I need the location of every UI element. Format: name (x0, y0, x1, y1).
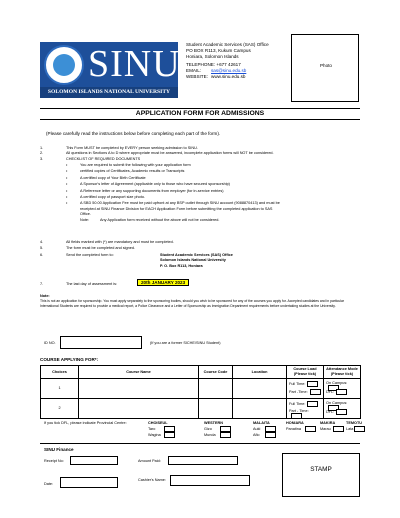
header-course-load: Course Load (Please tick) (287, 366, 324, 379)
photo-label: Photo (319, 63, 332, 68)
id-hint: (If you are a former SICHE/SINU Student) (150, 341, 221, 345)
panatina-checkbox[interactable] (305, 426, 316, 432)
location-cell[interactable] (233, 399, 287, 419)
centre-malaita: MALAITA Auki Afio (253, 421, 276, 438)
centre-choiseul: CHOISEUL Taro Wagina (148, 421, 175, 438)
send-to-address: Student Academic Services (SAS) Office Solomon Islands National University P. O. Box R113, Honiara (160, 252, 233, 268)
stamp-box: STAMP (282, 453, 360, 497)
wagina-checkbox[interactable] (164, 432, 175, 438)
header-choices: Choices (41, 366, 79, 379)
last-day-line: 7. The last day of assessment is: (40, 282, 118, 286)
header-course-code: Course Code (199, 366, 233, 379)
date-input[interactable] (60, 477, 118, 488)
dfl-checkbox[interactable] (336, 389, 347, 395)
centre-temotu: TEMOTU Lata (346, 421, 365, 432)
course-code-cell[interactable] (199, 379, 233, 399)
photo-box[interactable] (291, 34, 359, 102)
part-time-checkbox[interactable] (291, 413, 302, 419)
centre-makira: MAKIRA Marau (320, 421, 344, 432)
university-seal-icon (44, 45, 84, 85)
receipt-input[interactable] (70, 456, 118, 465)
id-input[interactable] (60, 336, 142, 349)
location-cell[interactable] (233, 379, 287, 399)
centre-western: WESTERN Gizo Munda (204, 421, 231, 438)
instructions-list: 1. This Form MUST be completed by EVERY person seeking admission to SINU. 2. All questions in Sections A to D where appropriate must be answered, incomplete application forms will NOT be considered. 3. CHECKLIST OF REQUIRED DOCUMENTS (40, 146, 274, 161)
header-location: Location (233, 366, 287, 379)
course-heading: COURSE APPLYING FOR*: (40, 357, 99, 362)
finance-divider (40, 443, 360, 444)
checklist: • You are required to submit the following with your application form • certified copies of Certificates, Academic results or Transcripts • A certified copy of Your Birth Certificate • A Sponsor's letter of Agreement (applicable only to those who have secured sponsorship) • A Reference letter or any supporting documents from employer (for in-service entries) • A certified copy of passport size photo. • A SBD 50.00 Application Fee must be paid upfront at any BSP outlet through SINU account (9088870413) and must be receipted at SINU Finance Division for EACH Application Form before submitting the completed application to SAS Office. Note: Any Application form received without the above will not be considered. (66, 163, 280, 223)
course-load-cell: Full Time: Part -Time: (287, 379, 324, 399)
afio-checkbox[interactable] (265, 432, 276, 438)
instructions-list-2: 4. All fields marked with (*) are mandatory and must be completed. 5. The form must be completed and signed. 6. Send the completed form to: (40, 240, 174, 257)
date-label: Date: (44, 482, 54, 486)
receipt-label: Receipt No: (44, 459, 64, 463)
website-line: WEBSITE: www.sinu.edu.sb (186, 74, 246, 79)
logo-wordmark: SINU (88, 43, 181, 85)
munda-checkbox[interactable] (220, 432, 231, 438)
telephone-line: TELEPHONE: +677 42617 (186, 62, 241, 67)
sinu-logo (40, 42, 181, 98)
attendance-mode-cell: On Campus: DFL: (324, 379, 361, 399)
last-day-value: 20th JANUARY 2023 (137, 280, 189, 286)
full-time-checkbox[interactable] (307, 381, 318, 387)
course-name-cell[interactable] (79, 379, 199, 399)
logo-subtitle: SOLOMON ISLANDS NATIONAL UNIVERSITY (40, 87, 178, 98)
office-address: Student Academic Services (SAS) Office PO BOX R113, Kukum Campus Honiara, Solomon Islands TELEPHONE: +677 42617 EMAIL: sas@sinu.edu.sb WEBSITE: www.sinu.edu.sb (186, 42, 286, 80)
course-name-cell[interactable] (79, 399, 199, 419)
email-link[interactable]: sas@sinu.edu.sb (211, 68, 247, 73)
header-attendance-mode: Attendance Mode (Please tick) (324, 366, 361, 379)
cashier-label: Cashier's Name: (138, 478, 166, 482)
full-time-checkbox[interactable] (307, 401, 318, 407)
centre-honiara: HONIARA Panatina (286, 421, 316, 432)
part-time-checkbox[interactable] (310, 389, 321, 395)
intro-text: (Please carefully read the instructions below before completing each part of the form). (46, 131, 221, 136)
email-line: EMAIL: sas@sinu.edu.sb (186, 68, 247, 73)
finance-heading: SINU Finance (44, 447, 74, 452)
table-row (41, 399, 361, 419)
course-code-cell[interactable] (199, 399, 233, 419)
note-label: Note: (40, 294, 50, 298)
attendance-mode-cell: On Campus: DFL: (324, 399, 361, 419)
choice-number: 1 (41, 379, 79, 399)
id-label: ID NO. (44, 341, 56, 345)
table-row (41, 379, 361, 399)
header-course-name: Course Name (79, 366, 199, 379)
lata-checkbox[interactable] (354, 426, 365, 432)
amount-input[interactable] (168, 456, 238, 465)
cashier-input[interactable] (170, 475, 250, 486)
course-table (40, 365, 361, 419)
marau-checkbox[interactable] (333, 426, 344, 432)
dfl-checkbox[interactable] (336, 409, 347, 415)
centre-label: If you tick DFL, please indicate Provincial Centre: (44, 421, 127, 425)
choice-number: 2 (41, 399, 79, 419)
amount-label: Amount Paid: (138, 459, 161, 463)
form-title: APPLICATION FORM FOR ADMISSIONS (40, 108, 360, 120)
sponsorship-note: This is not an application for sponsorship. You must apply separately to the sponsoring bodies, should you wish to be sponsored for any of the courses you apply for. Accepted candidates and in particular International Students are required to provide a medical report, a Police Clearance and a Letter of Sponsorship as Immigration Department requirements before undertaking studies at the University. (40, 299, 345, 308)
course-load-cell: Full Time: Part - Time: (287, 399, 324, 419)
